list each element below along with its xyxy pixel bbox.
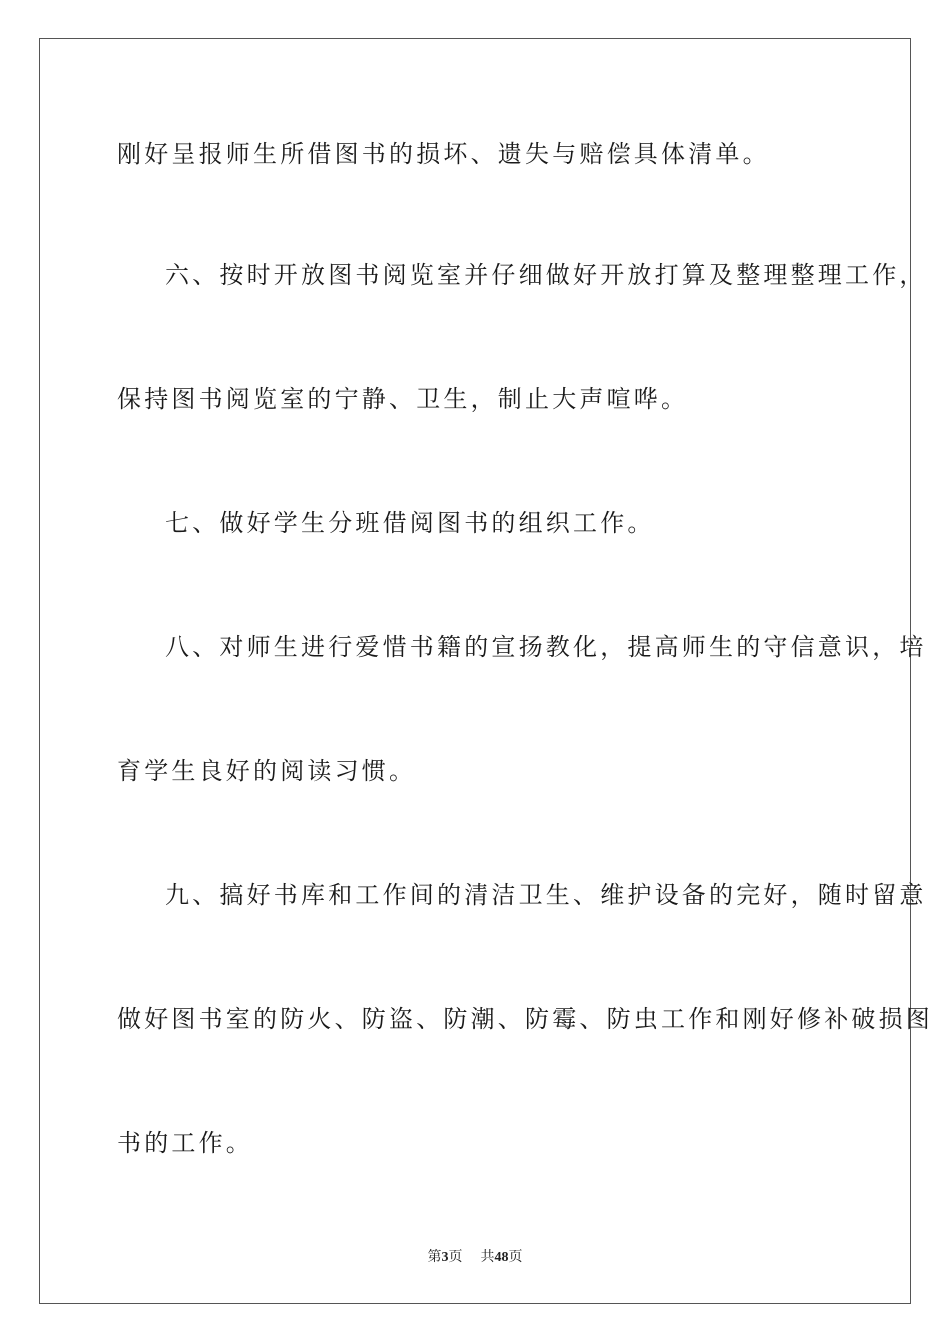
page-suffix: 页 <box>448 1250 463 1265</box>
total-pages: 48 <box>494 1250 509 1265</box>
paragraph-line: 保持图书阅览室的宁静、卫生，制止大声喧哗。 <box>117 385 689 413</box>
paragraph-line: 七、做好学生分班借阅图书的组织工作。 <box>165 509 655 537</box>
paragraph-line: 六、按时开放图书阅览室并仔细做好开放打算及整理整理工作， <box>165 261 927 289</box>
paragraph-line: 八、对师生进行爱惜书籍的宣扬教化，提高师生的守信意识，培 <box>165 633 927 661</box>
total-suffix: 页 <box>508 1250 523 1265</box>
paragraph-line: 做好图书室的防火、防盗、防潮、防霉、防虫工作和刚好修补破损图 <box>117 1005 933 1033</box>
paragraph-line: 书的工作。 <box>117 1129 253 1157</box>
total-prefix: 共 <box>480 1250 495 1265</box>
paragraph-line: 育学生良好的阅读习惯。 <box>117 757 417 785</box>
page-prefix: 第 <box>427 1250 442 1265</box>
page-border <box>39 38 933 1304</box>
page-number: 3 <box>441 1250 449 1265</box>
page-footer <box>0 1246 950 1266</box>
paragraph-line: 九、搞好书库和工作间的清洁卫生、维护设备的完好，随时留意 <box>165 881 927 909</box>
paragraph-line: 刚好呈报师生所借图书的损坏、遗失与赔偿具体清单。 <box>117 140 770 168</box>
